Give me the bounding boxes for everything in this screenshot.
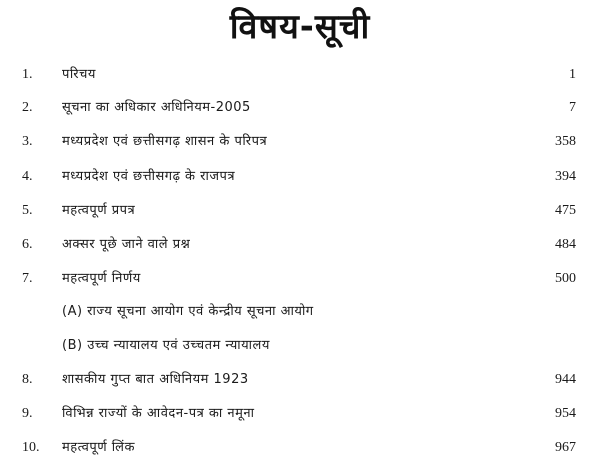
entry-number: 3. [22, 134, 33, 149]
entry-title: महत्वपूर्ण निर्णय [62, 271, 141, 286]
toc-subentry [0, 301, 600, 323]
entry-number: 2. [22, 100, 33, 115]
toc-entry [0, 403, 600, 425]
entry-page-number: 475 [555, 203, 576, 218]
entry-page-number: 1 [569, 67, 576, 82]
entry-number: 5. [22, 203, 33, 218]
page-title: विषय-सूची [229, 7, 371, 47]
entry-title: महत्वपूर्ण प्रपत्र [62, 203, 136, 218]
entry-page-number: 954 [555, 406, 576, 421]
toc-entry [0, 369, 600, 391]
subentry-title: (A) राज्य सूचना आयोग एवं केन्द्रीय सूचना आयोग [62, 304, 314, 319]
entry-title: विभिन्न राज्यों के आवेदन-पत्र का नमूना [62, 406, 255, 421]
toc-entry [0, 131, 600, 153]
entry-title: परिचय [62, 67, 96, 82]
toc-entry [0, 166, 600, 188]
toc-entry [0, 268, 600, 290]
entry-title: मध्यप्रदेश एवं छत्तीसगढ़ शासन के परिपत्र [62, 134, 268, 149]
entry-number: 10. [22, 440, 40, 455]
toc-entry [0, 64, 600, 86]
entry-title: शासकीय गुप्त बात अधिनियम 1923 [62, 372, 249, 387]
entry-page-number: 394 [555, 169, 576, 184]
toc-entry [0, 97, 600, 119]
entry-title: सूचना का अधिकार अधिनियम-2005 [62, 100, 251, 115]
entry-number: 4. [22, 169, 33, 184]
entry-title: महत्वपूर्ण लिंक [62, 440, 135, 455]
entry-page-number: 358 [555, 134, 576, 149]
subentry-title: (B) उच्च न्यायालय एवं उच्चतम न्यायालय [62, 338, 270, 353]
entry-number: 9. [22, 406, 33, 421]
entry-title: मध्यप्रदेश एवं छत्तीसगढ़ के राजपत्र [62, 169, 236, 184]
toc-entry [0, 200, 600, 222]
entry-page-number: 7 [569, 100, 576, 115]
toc-entry [0, 234, 600, 256]
entry-number: 7. [22, 271, 33, 286]
entry-title: अक्सर पूछे जाने वाले प्रश्न [62, 237, 191, 252]
entry-page-number: 944 [555, 372, 576, 387]
entry-number: 6. [22, 237, 33, 252]
toc-entry [0, 437, 600, 459]
entry-number: 8. [22, 372, 33, 387]
entry-number: 1. [22, 67, 33, 82]
entry-page-number: 484 [555, 237, 576, 252]
entry-page-number: 500 [555, 271, 576, 286]
entry-page-number: 967 [555, 440, 576, 455]
toc-subentry [0, 335, 600, 357]
